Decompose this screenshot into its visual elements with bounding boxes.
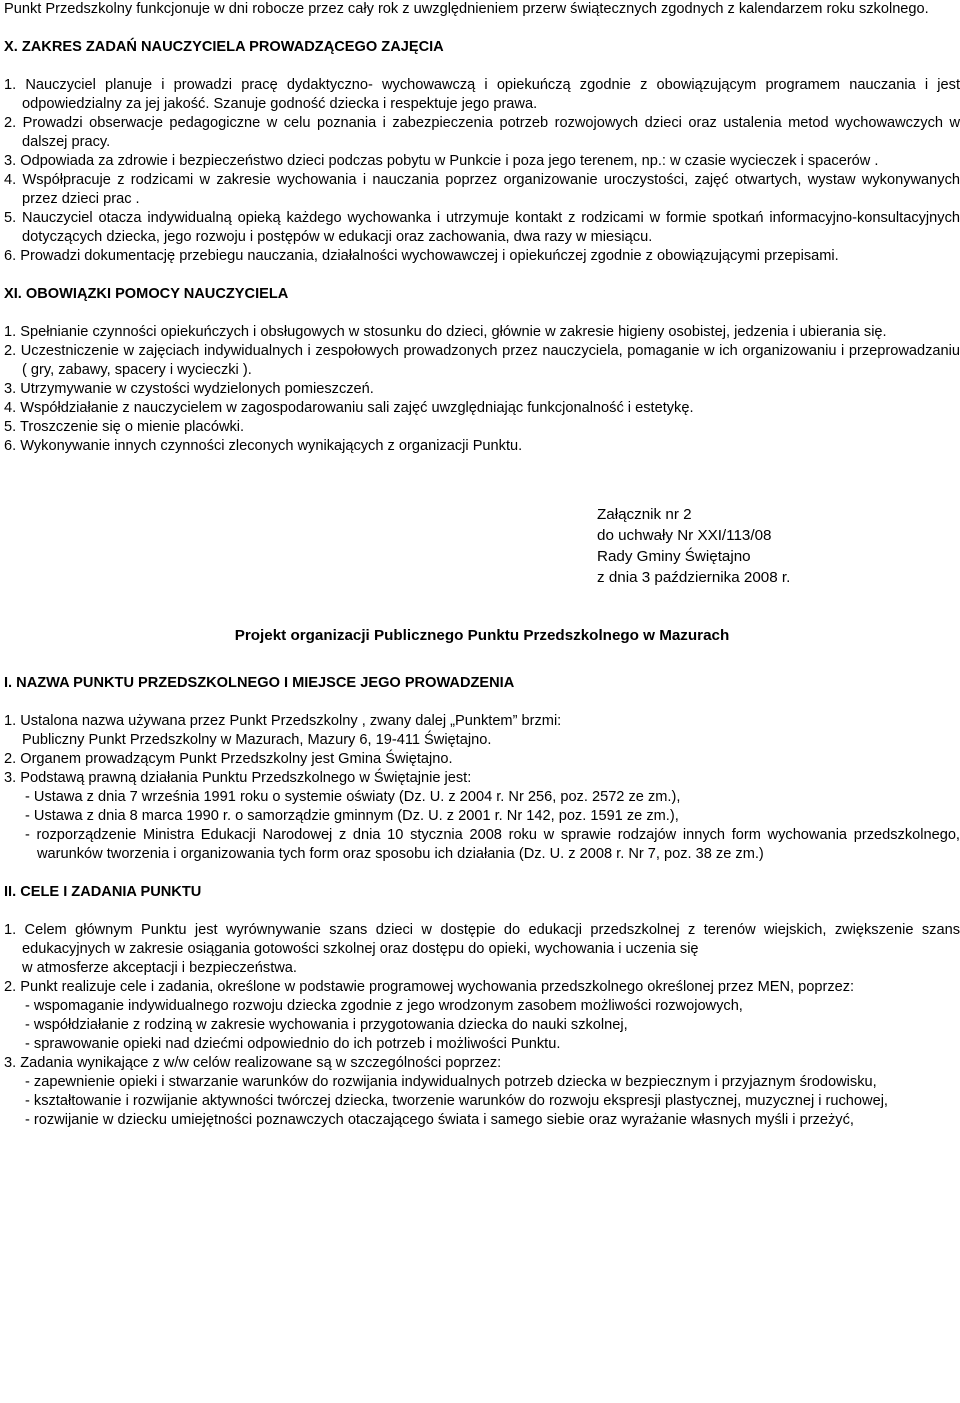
- section-ii-list: [4, 921, 960, 1130]
- list-item: 5. Nauczyciel otacza indywidualną opieką każdego wychowanka i utrzymuje kontakt z rodzicami w formie spotkań informacyjno-konsultacyjnych dotyczących dziecka, jego rozwoju i postępów w edukacji oraz zachowania, dwa razy w miesiącu.: [4, 210, 960, 245]
- section-xi-heading: XI. OBOWIĄZKI POMOCY NAUCZYCIELA: [4, 286, 289, 302]
- list-item: 3. Zadania wynikające z w/w celów realizowane są w szczególności poprzez:: [4, 1055, 502, 1071]
- section-x-list: [4, 76, 960, 266]
- section-x-heading: X. ZAKRES ZADAŃ NAUCZYCIELA PROWADZĄCEGO ZAJĘCIA: [4, 39, 444, 55]
- list-item: 6. Wykonywanie innych czynności zleconych wynikających z organizacji Punktu.: [4, 438, 523, 454]
- project-title: Projekt organizacji Publicznego Punktu Przedszkolnego w Mazurach: [234, 627, 730, 644]
- section-ii-heading: II. CELE I ZADANIA PUNKTU: [4, 884, 202, 900]
- list-item-continuation: Publiczny Punkt Przedszkolny w Mazurach, Mazury 6, 19-411 Świętajno.: [22, 732, 492, 748]
- list-item: 3. Odpowiada za zdrowie i bezpieczeństwo dzieci podczas pobytu w Punkcie i poza jego terenem, np.: w czasie wycieczek i spacerów .: [4, 153, 879, 169]
- list-item: 2. Organem prowadzącym Punkt Przedszkolny jest Gmina Świętajno.: [4, 751, 453, 767]
- dash-item: - zapewnienie opieki i stwarzanie warunków do rozwijania indywidualnych potrzeb dziecka w bezpiecznym i przyjaznym środowisku,: [25, 1074, 877, 1090]
- section-i-heading: I. NAZWA PUNKTU PRZEDSZKOLNEGO I MIEJSCE JEGO PROWADZENIA: [4, 675, 515, 691]
- section-i-list: [4, 712, 960, 864]
- dash-item: - sprawowanie opieki nad dziećmi odpowiednio do ich potrzeb i możliwości Punktu.: [25, 1036, 561, 1052]
- list-item: 1. Nauczyciel planuje i prowadzi pracę dydaktyczno- wychowawczą i opiekuńczą zgodnie z obowiązującym programem nauczania i jest odpowiedzialny za jej jakość. Szanuje godność dziecka i respektuje jego prawa.: [4, 77, 960, 112]
- annex-line: do uchwały Nr XXI/113/08: [597, 527, 772, 544]
- list-item: 3. Podstawą prawną działania Punktu Przedszkolnego w Świętajnie jest:: [4, 770, 472, 786]
- list-item: 5. Troszczenie się o mienie placówki.: [4, 419, 245, 435]
- section-xi-list: [4, 323, 960, 456]
- annex-line: Załącznik nr 2: [597, 506, 692, 523]
- list-item: 2. Punkt realizuje cele i zadania, określone w podstawie programowej wychowania przedszkolnego określonej przez MEN, poprzez:: [4, 979, 855, 995]
- list-item: 6. Prowadzi dokumentację przebiegu nauczania, działalności wychowawczej i opiekuńczej zgodnie z obowiązującymi przepisami.: [4, 248, 839, 264]
- list-item-continuation: w atmosferze akceptacji i bezpieczeństwa.: [22, 960, 297, 976]
- list-item: 4. Współpracuje z rodzicami w zakresie wychowania i nauczania poprzez organizowanie uroczystości, zajęć otwartych, wystaw wykonywanych przez dzieci prac .: [4, 172, 960, 207]
- intro-paragraph: Punkt Przedszkolny funkcjonuje w dni robocze przez cały rok z uwzględnieniem przerw świątecznych zgodnych z kalendarzem roku szkolnego.: [4, 1, 929, 17]
- list-item: 1. Spełnianie czynności opiekuńczych i obsługowych w stosunku do dzieci, głównie w zakresie higieny osobistej, jedzenia i ubierania się.: [4, 324, 887, 340]
- dash-item: - współdziałanie z rodziną w zakresie wychowania i przygotowania dziecka do nauki szkolnej,: [25, 1017, 628, 1033]
- dash-item: - Ustawa z dnia 7 września 1991 roku o systemie oświaty (Dz. U. z 2004 r. Nr 256, poz. 2572 ze zm.),: [25, 789, 681, 805]
- dash-item: - wspomaganie indywidualnego rozwoju dziecka zgodnie z jego wrodzonym zasobem możliwości rozwojowych,: [25, 998, 743, 1014]
- dash-item: - rozporządzenie Ministra Edukacji Narodowej z dnia 10 stycznia 2008 roku w sprawie rodzajów innych form wychowania przedszkolnego, warunków tworzenia i organizowania tych form oraz sposobu ich działania (Dz. U. z 2008 r. Nr 7, poz. 38 ze zm.): [25, 827, 960, 862]
- list-item: 2. Uczestniczenie w zajęciach indywidualnych i zespołowych prowadzonych przez nauczyciela, pomaganie w ich organizowaniu i przeprowadzaniu ( gry, zabawy, spacery i wycieczki ).: [4, 343, 960, 378]
- list-item: 1. Ustalona nazwa używana przez Punkt Przedszkolny , zwany dalej „Punktem” brzmi:: [4, 713, 562, 729]
- annex-line: Rady Gminy Świętajno: [597, 548, 751, 565]
- dash-item: - kształtowanie i rozwijanie aktywności twórczej dziecka, tworzenie warunków do rozwoju ekspresji plastycznej, muzycznej i ruchowej,: [25, 1093, 888, 1109]
- annex-line: z dnia 3 października 2008 r.: [597, 569, 791, 586]
- dash-item: - Ustawa z dnia 8 marca 1990 r. o samorządzie gminnym (Dz. U. z 2001 r. Nr 142, poz. 1591 ze zm.),: [25, 808, 679, 824]
- list-item: 4. Współdziałanie z nauczycielem w zagospodarowaniu sali zajęć uwzględniając funkcjonalność i estetykę.: [4, 400, 694, 416]
- list-item: 1. Celem głównym Punktu jest wyrównywanie szans dzieci w dostępie do edukacji przedszkolnej z terenów wiejskich, zwiększenie szans edukacyjnych w zakresie osiągania gotowości szkolnej oraz dostępu do opieki, wychowania i uczenia się: [4, 922, 960, 957]
- dash-item: - rozwijanie w dziecku umiejętności poznawczych otaczającego świata i samego siebie oraz wyrażanie własnych myśli i przeżyć,: [25, 1112, 854, 1128]
- annex-block: [597, 504, 960, 588]
- list-item: 3. Utrzymywanie w czystości wydzielonych pomieszczeń.: [4, 381, 374, 397]
- list-item: 2. Prowadzi obserwacje pedagogiczne w celu poznania i zabezpieczenia potrzeb rozwojowych dzieci oraz ustalenia metod wychowawczych w dalszej pracy.: [4, 115, 960, 150]
